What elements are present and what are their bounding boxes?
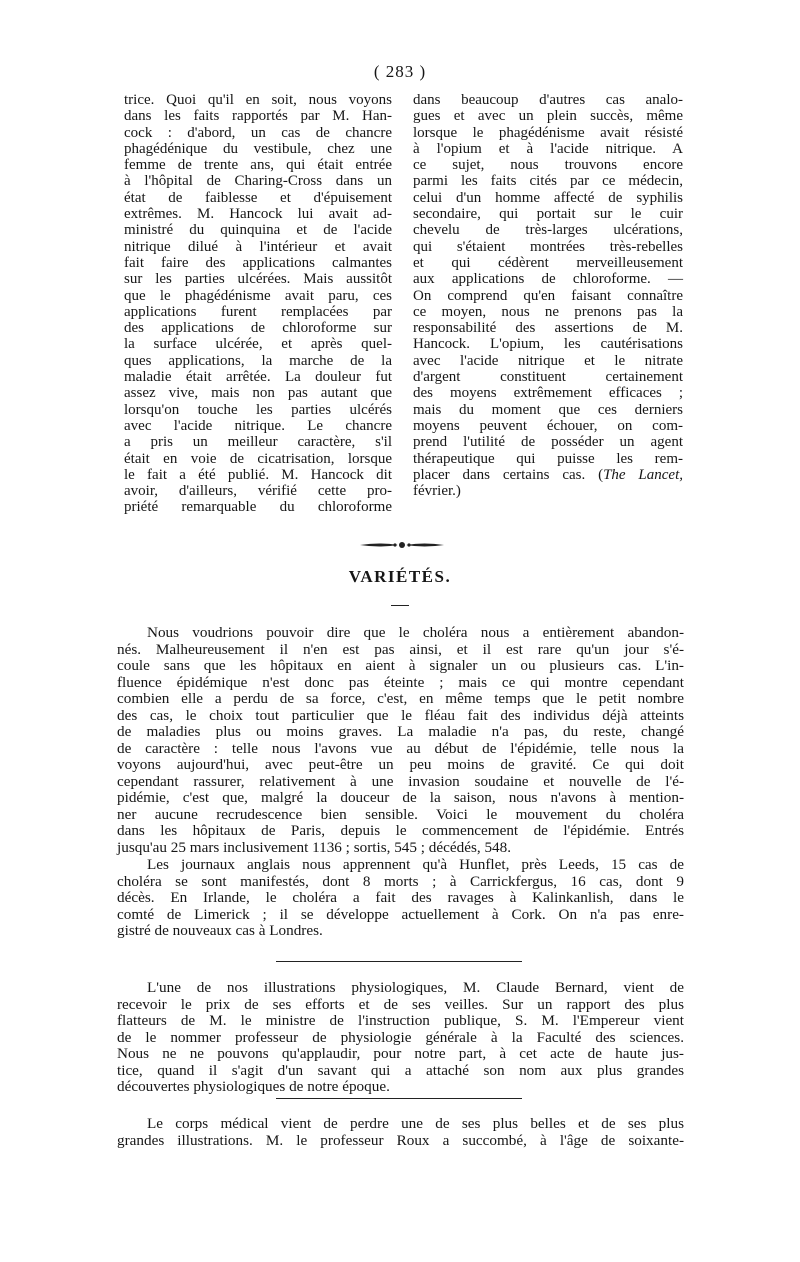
text-line: de maladies plus ou moins graves. La maladie n'a pas, du reste, changé — [117, 723, 684, 740]
text-line: des moyens extrêmement efficaces ; — [413, 385, 683, 402]
text-line — [413, 467, 683, 483]
text-line: Nous voudrions pouvoir dire que le choléra nous a entièrement abandon- — [147, 624, 684, 641]
text-line: pidémie, c'est que, malgré la douceur de la saison, nous n'avons à mention- — [117, 789, 684, 806]
text-line: nitrique dilué à l'intérieur et avait — [124, 238, 392, 255]
text-line: Nous ne ne pouvons qu'applaudir, pour notre part, à cet acte de haute jus- — [117, 1045, 684, 1062]
paragraph-professeur-roux — [117, 1116, 684, 1149]
text-fragment: placer dans certains cas. ( — [413, 466, 604, 483]
text-line: à l'opium et à l'acide nitrique. A — [413, 140, 683, 157]
text-line: secondaire, qui portait sur le cuir — [413, 206, 683, 223]
text-line: lorsqu'on touche les parties ulcérés — [124, 401, 392, 418]
separator-rule — [276, 1098, 522, 1099]
text-line: assez vive, mais non pas autant que — [124, 385, 392, 402]
text-line: maladie était arrêtée. La douleur fut — [124, 369, 392, 386]
text-line: Hancock. L'opium, les cautérisations — [413, 336, 683, 353]
text-line: moyens peuvent échouer, on com- — [413, 417, 683, 434]
text-line: ce moyen, nous ne prenons pas la — [413, 303, 683, 320]
text-line: celui d'un homme affecté de syphilis — [413, 189, 683, 206]
text-line: jusqu'au 25 mars inclusivement 1136 ; sortis, 545 ; décédés, 548. — [117, 838, 512, 856]
text-line: des applications de chloroforme sur — [124, 320, 392, 337]
page-number: ( 283 ) — [373, 62, 427, 81]
left-column — [124, 92, 392, 516]
text-line: gistré de nouveaux cas à Londres. — [117, 922, 323, 939]
text-line: parmi les faits cités par ce médecin, — [413, 173, 683, 190]
text-line: dans les faits rapportés par M. Han- — [124, 108, 392, 125]
text-line: combien elle a perdu de sa force, c'est, en même temps que le petit nombre — [117, 690, 684, 707]
paragraph-cholera-england — [117, 857, 684, 940]
text-line: était en voie de cicatrisation, lorsque — [124, 450, 392, 467]
text-line: cependant rassurer, relativement à une invasion soudaine et nouvelle de l'é- — [117, 772, 684, 790]
text-line: prend l'utilité de posséder un agent — [413, 434, 683, 451]
text-line: état de faiblesse et d'épuisement — [124, 189, 392, 206]
text-line: qui s'étaient montrées très-rebelles — [413, 238, 683, 255]
text-line: ques applications, la marche de la — [124, 352, 392, 369]
text-line: ministré du quinquina et de l'acide — [124, 222, 392, 239]
text-line: avec l'acide nitrique et le nitrate — [413, 352, 683, 369]
text-line: décès. En Irlande, le choléra a fait des ravages à Kalinkanlish, dans le — [117, 889, 684, 906]
text-line: Les journaux anglais nous apprennent qu'à Hunflet, près Leeds, 15 cas de — [147, 856, 684, 873]
text-line: fluence épidémique n'est donc pas éteinte ; mais ce qui montre cependant — [117, 673, 684, 691]
text-line: chevelu de très-larges ulcérations, — [413, 222, 683, 239]
text-line: aux applications de chloroforme. — — [413, 271, 683, 288]
text-line: extrêmes. M. Hancock lui avait ad- — [124, 206, 392, 223]
text-line: choléra se sont manifestés, dont 8 morts ; à Carrickfergus, 16 cas, dont 9 — [117, 872, 684, 890]
text-line: ce sujet, nous trouvons encore — [413, 157, 683, 174]
text-line: le fait a été publié. M. Hancock dit — [124, 466, 392, 483]
citation-source: The Lancet, — [603, 466, 684, 483]
text-line: trice. Quoi qu'il en soit, nous voyons — [124, 92, 392, 108]
text-line: des cas, le choix tout particulier que le fléau fait des individus déjà atteints — [117, 706, 684, 724]
text-line: découvertes physiologiques de notre époque. — [117, 1078, 390, 1095]
text-line: phagédénique du vestibule, chez une — [124, 140, 392, 157]
text-line: avec l'acide nitrique. Le chancre — [124, 417, 392, 434]
text-line: fait faire des applications calmantes — [124, 254, 392, 271]
text-line: cock : d'abord, un cas de chancre — [124, 124, 392, 141]
text-line: ner aucune recrudescence bien sensible. Voici le mouvement du choléra — [117, 805, 684, 823]
text-line: applications furent remplacées par — [124, 303, 392, 320]
right-column — [413, 92, 683, 499]
text-line: de le nommer professeur de physiologie générale à la Faculté des sciences. — [117, 1028, 684, 1046]
text-line: flatteurs de M. le ministre de l'instruction publique, S. M. l'Empereur vient — [117, 1012, 684, 1029]
section-title: VARIÉTÉS. — [348, 567, 452, 586]
text-line: voyons aujourd'hui, avec peut-être un peu moins de gravité. Ce qui doit — [117, 756, 684, 773]
text-line: On comprend qu'en faisant connaître — [413, 287, 683, 304]
text-line: L'une de nos illustrations physiologiques, M. Claude Bernard, vient de — [147, 979, 684, 996]
paragraph-claude-bernard — [117, 980, 684, 1096]
text-line: recevoir le prix de ses efforts et de ses veilles. Sur un rapport des plus — [117, 995, 684, 1013]
ornament-divider-icon — [358, 540, 446, 550]
text-line: tice, quand il s'agit d'un savant qui a attaché son nom aux plus grandes — [117, 1061, 684, 1079]
text-line: mais du moment que ces derniers — [413, 401, 683, 418]
text-line: d'argent constituent certainement — [413, 369, 683, 386]
text-line: dans les hôpitaux de Paris, depuis le commencement de l'épidémie. Entrés — [117, 822, 684, 839]
text-line: comté de Limerick ; il se développe actuellement à Cork. On n'a pas enre- — [117, 905, 684, 923]
text-line: coule sans que les hôpitaux en aient à signaler un ou plusieurs cas. L'in- — [117, 657, 684, 674]
text-line: gues et avec un plein succès, même — [413, 108, 683, 125]
text-line: avoir, d'ailleurs, vérifié cette pro- — [124, 483, 392, 500]
text-line: de caractère : telle nous l'avons vue au début de l'épidémie, telle nous la — [117, 739, 684, 757]
text-line: priété remarquable du chloroforme — [124, 499, 392, 516]
text-line: Le corps médical vient de perdre une de ses plus belles et de ses plus — [147, 1115, 684, 1132]
text-line: responsabilité des assertions de M. — [413, 320, 683, 337]
paragraph-cholera-status — [117, 625, 684, 856]
text-line: dans beaucoup d'autres cas analo- — [413, 92, 683, 108]
text-line: que le phagédénisme avait paru, ces — [124, 287, 392, 304]
text-line: sur les parties ulcérées. Mais aussitôt — [124, 271, 392, 288]
text-line: thérapeutique qui puisse les rem- — [413, 450, 683, 467]
text-line: février.) — [413, 483, 461, 500]
text-line: lorsque le phagédénisme avait résisté — [413, 124, 683, 141]
text-line: à l'hôpital de Charing-Cross dans un — [124, 173, 392, 190]
text-line: grandes illustrations. M. le professeur Roux a succombé, à l'âge de soixante- — [117, 1131, 684, 1149]
title-underline — [391, 605, 409, 606]
text-line: et qui cédèrent merveilleusement — [413, 254, 683, 271]
text-line: la surface ulcérée, et après quel- — [124, 336, 392, 353]
text-line: femme de trente ans, qui était entrée — [124, 157, 392, 174]
separator-rule — [276, 961, 522, 962]
text-line: nés. Malheureusement il n'en est pas ainsi, et il est rare qu'un jour s'é- — [117, 640, 684, 658]
text-line: a pris un meilleur caractère, s'il — [124, 434, 392, 451]
